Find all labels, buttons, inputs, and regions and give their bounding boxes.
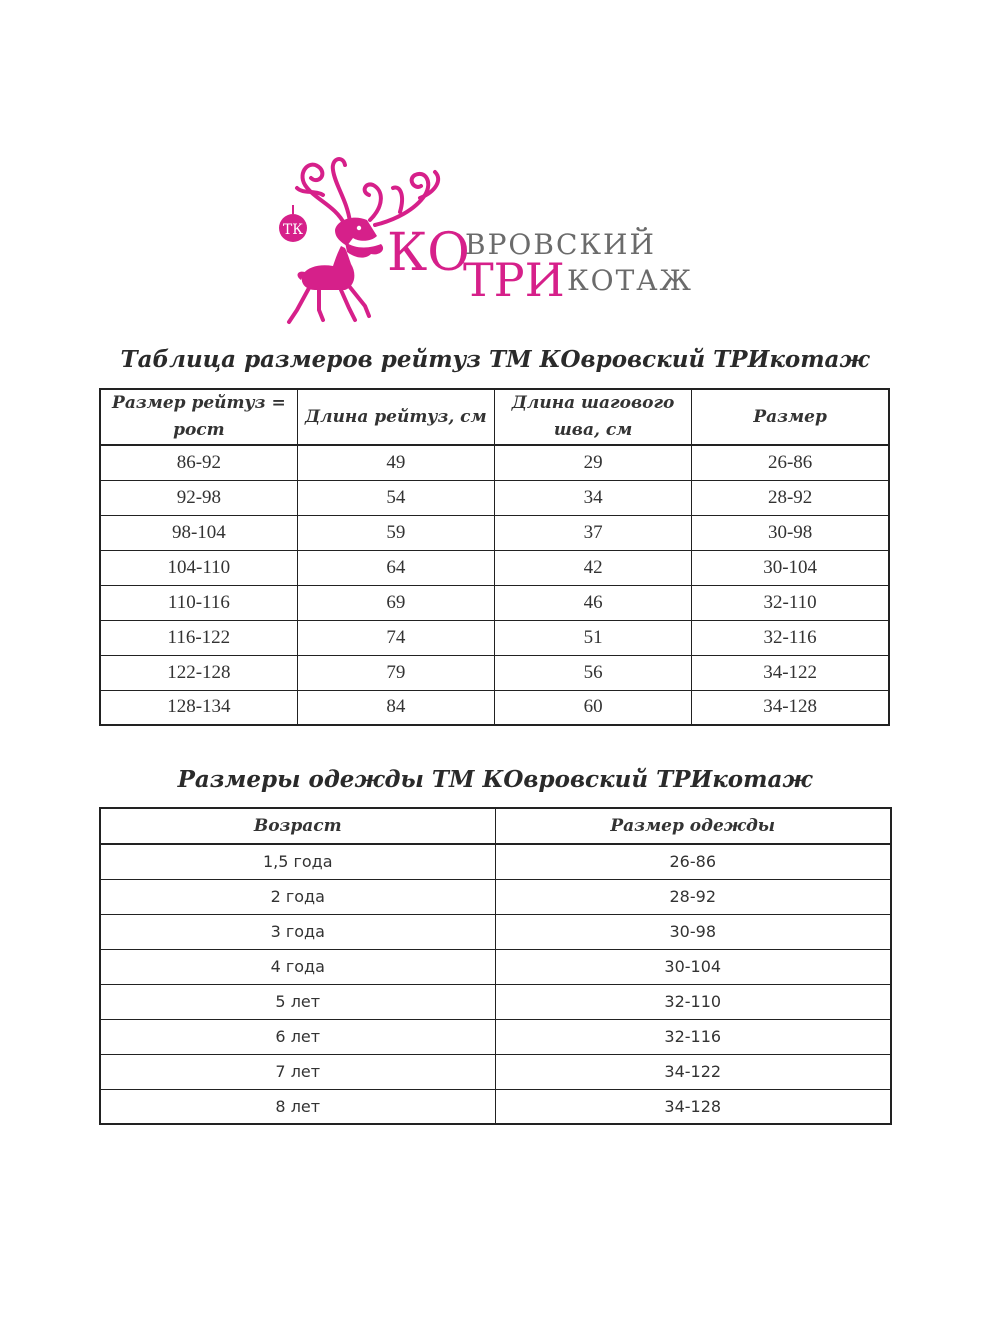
table-row xyxy=(100,914,891,949)
table-cell: 26-86 xyxy=(692,445,889,480)
table-cell: 84 xyxy=(297,690,494,725)
column-header: Возраст xyxy=(100,808,495,844)
table-cell: 26-86 xyxy=(495,844,891,879)
table-row xyxy=(100,1089,891,1124)
tights-table-title: Таблица размеров рейтуз ТМ КОвровский ТРИкотаж xyxy=(120,346,870,373)
table-cell: 98-104 xyxy=(100,515,297,550)
tights-size-table xyxy=(99,388,890,726)
table-header-row xyxy=(100,808,891,844)
table-cell: 34 xyxy=(494,480,691,515)
table-cell: 30-98 xyxy=(495,914,891,949)
brand-line1-rest: ВРОВСКИЙ xyxy=(465,228,656,261)
clothing-table-title: Размеры одежды ТМ КОвровский ТРИкотаж xyxy=(177,766,813,793)
table-row xyxy=(100,1054,891,1089)
table-cell: 28-92 xyxy=(495,879,891,914)
table-cell: 60 xyxy=(494,690,691,725)
table-cell: 110-116 xyxy=(100,585,297,620)
table-cell: 104-110 xyxy=(100,550,297,585)
table-cell: 51 xyxy=(494,620,691,655)
clothing-size-table xyxy=(99,807,892,1125)
badge-text: ТК xyxy=(282,222,304,238)
table-cell: 30-104 xyxy=(495,949,891,984)
table-cell: 37 xyxy=(494,515,691,550)
table-cell: 34-122 xyxy=(495,1054,891,1089)
table-cell: 7 лет xyxy=(100,1054,495,1089)
table-cell: 34-128 xyxy=(692,690,889,725)
brand-line2-rest: КОТАЖ xyxy=(567,264,693,297)
table-row xyxy=(100,949,891,984)
table-cell: 42 xyxy=(494,550,691,585)
table-row xyxy=(100,515,889,550)
table-cell: 54 xyxy=(297,480,494,515)
column-header: Длина рейтуз, см xyxy=(297,389,494,445)
table-cell: 32-116 xyxy=(692,620,889,655)
table-cell: 30-104 xyxy=(692,550,889,585)
table-cell: 30-98 xyxy=(692,515,889,550)
table-cell: 3 года xyxy=(100,914,495,949)
table-cell: 4 года xyxy=(100,949,495,984)
brand-line2-caps: ТРИ xyxy=(463,253,565,307)
table-row xyxy=(100,480,889,515)
table-cell: 1,5 года xyxy=(100,844,495,879)
table-cell: 29 xyxy=(494,445,691,480)
table-cell: 32-110 xyxy=(692,585,889,620)
table-cell: 122-128 xyxy=(100,655,297,690)
table-cell: 92-98 xyxy=(100,480,297,515)
table-cell: 79 xyxy=(297,655,494,690)
table-cell: 8 лет xyxy=(100,1089,495,1124)
brand-line1-caps: КО xyxy=(387,223,470,283)
table-cell: 2 года xyxy=(100,879,495,914)
table-row xyxy=(100,984,891,1019)
table-row xyxy=(100,844,891,879)
table-cell: 64 xyxy=(297,550,494,585)
table-cell: 34-128 xyxy=(495,1089,891,1124)
column-header: Размер рейтуз = рост xyxy=(100,389,297,445)
table-cell: 59 xyxy=(297,515,494,550)
table-cell: 34-122 xyxy=(692,655,889,690)
table-cell: 128-134 xyxy=(100,690,297,725)
table-cell: 69 xyxy=(297,585,494,620)
table-cell: 74 xyxy=(297,620,494,655)
table-cell: 32-110 xyxy=(495,984,891,1019)
table-row xyxy=(100,655,889,690)
table-header-row xyxy=(100,389,889,445)
table-row xyxy=(100,620,889,655)
table-cell: 46 xyxy=(494,585,691,620)
table-cell: 56 xyxy=(494,655,691,690)
table-row xyxy=(100,879,891,914)
table-cell: 49 xyxy=(297,445,494,480)
column-header: Размер xyxy=(692,389,889,445)
brand-logo xyxy=(275,150,725,325)
table-row xyxy=(100,550,889,585)
column-header: Длина шагового шва, см xyxy=(494,389,691,445)
table-cell: 28-92 xyxy=(692,480,889,515)
column-header: Размер одежды xyxy=(495,808,891,844)
table-row xyxy=(100,445,889,480)
table-cell: 86-92 xyxy=(100,445,297,480)
table-cell: 5 лет xyxy=(100,984,495,1019)
table-cell: 116-122 xyxy=(100,620,297,655)
table-row xyxy=(100,1019,891,1054)
table-cell: 6 лет xyxy=(100,1019,495,1054)
table-row xyxy=(100,585,889,620)
reindeer-logo-icon xyxy=(275,150,725,325)
table-cell: 32-116 xyxy=(495,1019,891,1054)
table-row xyxy=(100,690,889,725)
